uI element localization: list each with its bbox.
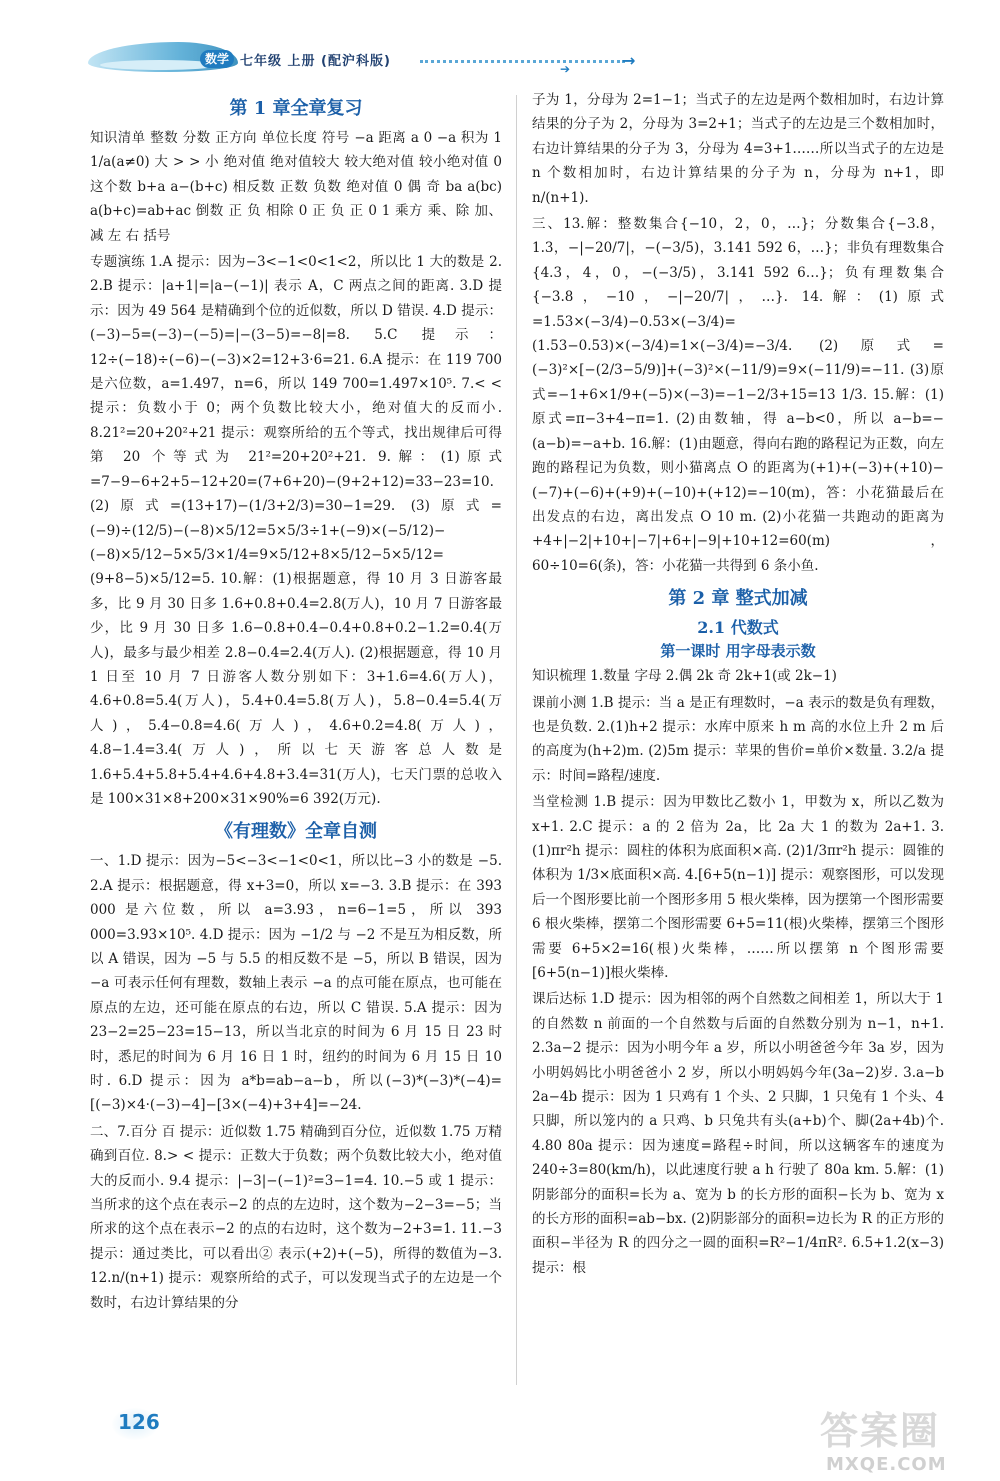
watermark-text: 答案圈 [820, 1409, 941, 1453]
after-class-answers: 课后达标 1.D 提示：因为相邻的两个自然数之间相差 1，所以大于 1 的自然数 n 前面的一个自然数与后面的自然数分别为 n−1，n+1. 2.3a−2 提示：因为小明今年 a 岁，所以小明爸爸今年 3a 岁，因为小明妈妈比小明爸爸小 2 岁，所以小明妈妈今年(3a−2)岁. 3.a−b 2a−4b 提示：因为 1 只鸡有 1 个头、2 只脚，1 只兔有 1 个头、4 只脚，所以笼内的 a 只鸡、b 只兔共有头(a+b)个、脚(2a+4b)个. 4.80 80a 提示：因为速度=路程÷时间，所以这辆客车的速度为 240÷3=80(km/h)，以此速度行驶 a h 行驶了 80a km. 5.解：(1)阴影部分的面积=长为 a、宽为 b 的长方形的面积−长为 b、宽为 x 的长方形的面积=ab−bx. (2)阴影部分的面积=边长为 R 的正方形的面积−半径为 R 的四分之一圆的面积=R²−1/4πR². 6.5+1.2(x−3) 提示：根 [532, 991, 944, 1276]
section-title: 2.1 代数式 [697, 618, 779, 638]
self-test-answers: 一、1.D 提示：因为−5<−3<−1<0<1，所以比−3 小的数是 −5. 2.A 提示：根据题意，得 x+3=0，所以 x=−3. 3.B 提示：在 393 000 是六位数，所以 a=3.93，n=6−1=5，所以 393 000=3.93×10⁵. 4.D 提示：因为 −1/2 与 −2 不是互为相反数，所以 A 错误，因为 −5 与 5.5 的相反数不是 −5，所以 B 错误，因为 −a 可表示任何有理数，数轴上表示 −a 的点可能在原点，也可能在原点的左边，还可能在原点的右边，所以 C 错误. 5.A 提示：因为 23−2=25−23=15−13，所以当北京的时间为 6 月 15 日 23 时时，悉尼的时间为 6 月 16 日 1 时，纽约的时间为 6 月 15 日 10 时. 6.D 提示：因为 a*b=ab−a−b，所以(−3)*(−3)*(−4)=[(−3)×4·(−3)−4]−[3×(−4)+3+4]=−24. [90, 853, 502, 1114]
chapter-title: 第 2 章 整式加减 [668, 588, 808, 610]
part-three-answers: 三、13.解：整数集合{−10，2，0，…}；分数集合{−3.8，1.3，−|−20/7|，−(−3/5)，3.141 592 6，…}；非负有理数集合{4.3，4，0，−(−3/5)，3.141 592 6…}；负有理数集合{−3.8，−10，−|−20/7|，…}. 14.解：(1)原式=1.53×(−3/4)−0.53×(−3/4)=(1.53−0.53)×(−3/4)=1×(−3/4)=−3/4. (2)原式=(−3)²×[−(2/3−5/9)]+(−3)²×(−11/9)=9×(−11/9)=−11. (3)原式=−1+6×1/9+(−5)×(−3)=−1−2/3+15=13 1/3. 15.解：(1)原式=π−3+4−π=1. (2)由数轴，得 a−b<0，所以 a−b=−(a−b)=−a+b. 16.解：(1)由题意，得向右跑的路程记为正数，向左跑的路程记为负数，则小猫离点 O 的距离为(+1)+(−3)+(+10)−(−7)+(−6)+(+9)+(−10)+(+12)=−10(m)，答：小花猫最后在出发点的右边，离出发点 O 10 m. (2)小花猫一共跑动的距离为 +4+|−2|+10+|−7|+6+|−9|+10+12=60(m)，60÷10=6(条)，答：小花猫一共得到 6 条小鱼. [532, 216, 944, 574]
section-title: 第 1 章全章复习 [229, 98, 363, 119]
lesson-title: 第一课时 用字母表示数 [660, 642, 816, 661]
left-column [90, 88, 502, 1317]
book-info: 七年级 上册 (配沪科版) [240, 54, 391, 69]
knowledge-summary: 知识梳理 1.数量 字母 2.偶 2k 奇 2k+1(或 2k−1) [532, 668, 837, 685]
right-column [532, 88, 944, 1282]
continued-answer: 子为 1，分母为 2=1−1；当式子的左边是两个数相加时，右边计算结果的分子为 2，分母为 3=2+1；当式子的左边是三个数相加时，右边计算结果的分子为 3，分母为 4=3+1……所以当式子的左边是 n 个数相加时，右边计算结果的分子为 n，分母为 n+1，即 n/(n+1). [532, 92, 944, 206]
header-dotted-line [420, 60, 625, 63]
knowledge-list: 知识清单 整数 分数 正方向 单位长度 符号 −a 距离 a 0 −a 积为 1 1/a(a≠0) 大 > > 小 绝对值 绝对值较大 较大绝对值 较小绝对值 0 这个数 b+a a−(b+c) 相反数 正数 负数 绝对值 0 偶 奇 ba a(bc) a(b+c)=ab+ac 倒数 正 负 相除 0 正 负 正 0 1 乘方 乘、除 加、减 左 右 括号 [90, 130, 502, 244]
page-number: 126 [118, 1410, 160, 1434]
section-title: 《有理数》全章自测 [215, 821, 377, 843]
pre-class-quiz: 课前小测 1.B 提示：当 a 是正有理数时，−a 表示的数是负有理数，也是负数. 2.(1)h+2 提示：水库中原来 h m 高的水位上升 2 m 后的高度为(h+2)m. (2)5m 提示：苹果的售价=单价×数量. 3.2/a 提示：时间=路程/速度. [532, 694, 944, 784]
arrow-icon: → [622, 51, 636, 70]
column-divider [516, 95, 517, 1385]
page-header [0, 0, 1000, 90]
in-class-check: 当堂检测 1.B 提示：因为甲数比乙数小 1，甲数为 x，所以乙数为 x+1. 2.C 提示：a 的 2 倍为 2a，比 2a 大 1 的数为 2a+1. 3.(1)πr²h 提示：圆柱的体积为底面积×高. (2)1/3πr²h 提示：圆锥的体积为 1/3×底面积×高. 4.[6+5(n−1)] 提示：观察图形，可以发现后一个图形要比前一个图形多用 5 根火柴棒，因为摆第一个图形需要 6 根火柴棒，摆第二个图形需要 6+5=11(根)火柴棒，摆第三个图形需要 6+5×2=16(根)火柴棒，……所以摆第 n 个图形需要[6+5(n−1)]根火柴棒. [532, 794, 944, 981]
arrow-icon: ➔ [560, 62, 571, 76]
watermark [820, 1400, 970, 1480]
subject-badge: 数学 [200, 50, 234, 68]
watermark-url: MXQE.COM [826, 1454, 947, 1475]
self-test-answers-2: 二、7.百分 百 提示：近似数 1.75 精确到百分位，近似数 1.75 万精确到百位. 8.> < 提示：正数大于负数；两个负数比较大小，绝对值大的反而小. 9.4 提示：|−3|−(−1)²=3−1=4. 10.−5 或 1 提示：当所求的这个点在表示−2 的点的左边时，这个数为−2−3=−5；当所求的这个点在表示−2 的点的右边时，这个数为−2+3=1. 11.−3 提示：通过类比，可以看出② 表示(+2)+(−5)，所得的数值为−3. 12.n/(n+1) 提示：观察所给的式子，可以发现当式子的左边是一个数时，右边计算结果的分 [90, 1123, 502, 1311]
topic-practice-answers: 专题演练 1.A 提示：因为−3<−1<0<1<2，所以比 1 大的数是 2. 2.B 提示：|a+1|=|a−(−1)| 表示 A，C 两点之间的距离. 3.D 提示：因为 49 564 是精确到个位的近似数，所以 D 错误. 4.D 提示：(−3)−5=(−3)−(−5)=|−(3−5)=−8|=8. 5.C 提示：12÷(−18)÷(−6)−(−3)×2=12+3·6=21. 6.A 提示：在 119 700 是六位数，a=1.497，n=6，所以 149 700=1.497×10⁵. 7.< < 提示：负数小于 0；两个负数比较大小，绝对值大的反而小. 8.21²=20+20²+21 提示：观察所给的五个等式，找出规律后可得第 20 个等式为 21²=20+20²+21. 9.解：(1)原式=7−9−6+2+5−12+20=(7+6+20)−(9+2+12)=33−23=10. (2)原式=(13+17)−(1/3+2/3)=30−1=29. (3)原式=(−9)÷(12/5)−(−8)×5/12=5×5/3÷1+(−9)×(−5/12)−(−8)×5/12−5×5/3×1/4=9×5/12+8×5/12−5×5/12=(9+8−5)×5/12=5. 10.解：(1)根据题意，得 10 月 3 日游客最多，比 9 月 30 日多 1.6+0.8+0.4=2.8(万人)，10 月 7 日游客最少，比 9 月 30 日多 1.6−0.8+0.4−0.4+0.8+0.2−1.2=0.4(万人)，最多与最少相差 2.8−0.4=2.4(万人). (2)根据题意，得 10 月 1 日至 10 月 7 日游客人数分别如下：3+1.6=4.6(万人)，4.6+0.8=5.4(万人)，5.4+0.4=5.8(万人)，5.8−0.4=5.4(万人)，5.4−0.8=4.6(万人)，4.6+0.2=4.8(万人)，4.8−1.4=3.4(万人)，所以七天游客总人数是 1.6+5.4+5.8+5.4+4.6+4.8+3.4=31(万人)，七天门票的总收入是 100×31×8+200×31×90%=6 392(万元). [90, 254, 502, 807]
